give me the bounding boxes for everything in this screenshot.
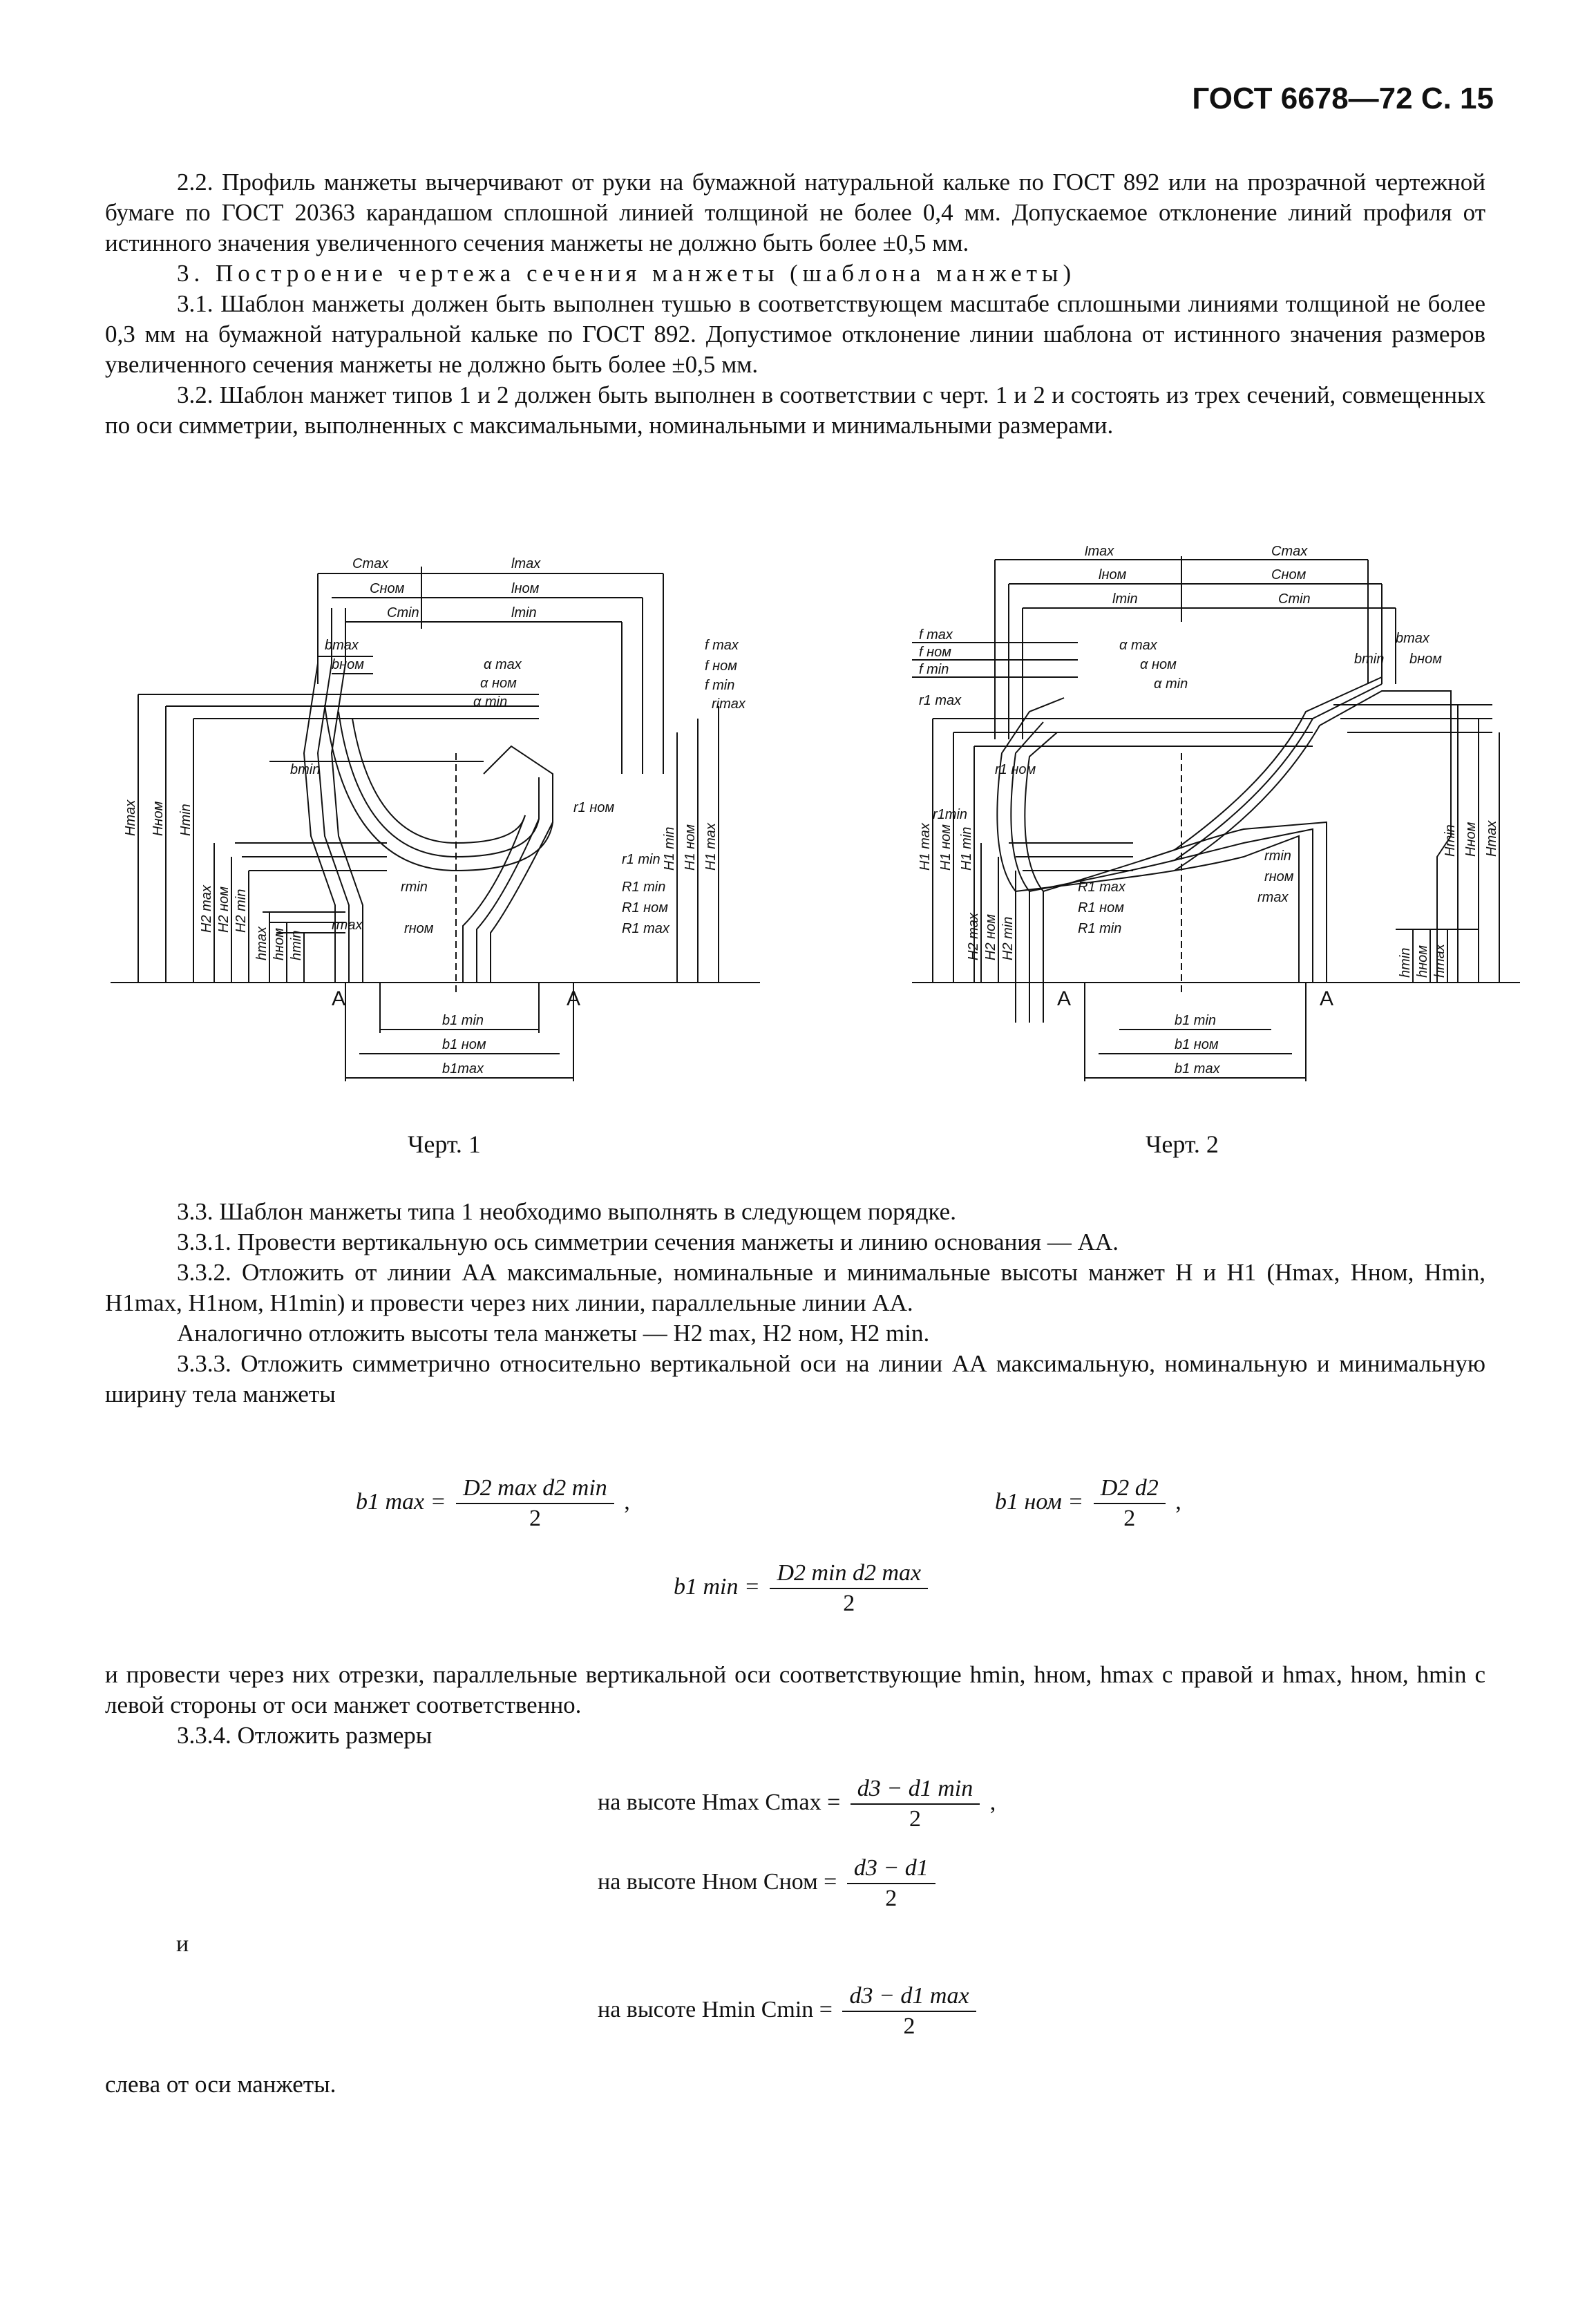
- svg-text:b1 ном: b1 ном: [442, 1037, 486, 1052]
- paragraph-3-3: 3.3. Шаблон манжеты типа 1 необходимо выполнять в следующем порядке.: [177, 1198, 956, 1225]
- svg-text:A: A: [332, 987, 346, 1010]
- svg-text:f min: f min: [919, 662, 949, 677]
- svg-text:H2 min: H2 min: [234, 889, 249, 933]
- svg-text:rmax: rmax: [332, 918, 363, 933]
- svg-text:hmin: hmin: [289, 930, 304, 960]
- svg-text:H2 max: H2 max: [199, 885, 214, 933]
- svg-text:rmin: rmin: [401, 880, 428, 895]
- svg-text:Cmin: Cmin: [1278, 591, 1311, 607]
- and-word: и: [176, 1931, 189, 1957]
- svg-text:Hmin: Hmin: [1443, 824, 1458, 857]
- svg-text:R1 min: R1 min: [1078, 921, 1122, 936]
- svg-text:f max: f max: [705, 638, 739, 653]
- formula-c-nom: на высоте Hном Cном = $\frac{d3 - d1}{2}$: [598, 1855, 940, 1912]
- svg-text:Cmax: Cmax: [352, 556, 389, 571]
- svg-text:rном: rном: [1264, 869, 1294, 884]
- figure-1-drawing: [97, 546, 774, 1099]
- upper-text: [105, 167, 1485, 441]
- svg-text:r1 min: r1 min: [622, 852, 661, 867]
- paragraph-3-3-3b: и провести через них отрезки, параллельные вертикальной оси соответствующие hmin, hном, hmax с правой и hmax, hном, hmin с левой стороны от оси манжет соответственно.: [105, 1661, 1485, 1718]
- svg-text:bmax: bmax: [1396, 631, 1429, 646]
- svg-text:H2 ном: H2 ном: [216, 886, 231, 933]
- svg-text:bmax: bmax: [325, 638, 359, 653]
- svg-text:A: A: [567, 987, 581, 1010]
- lower-text: [105, 1197, 1485, 1410]
- svg-text:H1 max: H1 max: [703, 823, 719, 871]
- section-3-heading: 3. Построение чертежа сечения манжеты (шаблона манжеты): [177, 260, 1076, 287]
- figure-1-caption: Черт. 1: [408, 1130, 481, 1158]
- svg-text:R1 min: R1 min: [622, 880, 666, 895]
- svg-text:f max: f max: [919, 627, 953, 643]
- svg-text:b1 min: b1 min: [442, 1013, 484, 1028]
- svg-text:b1 ном: b1 ном: [1175, 1037, 1219, 1052]
- svg-text:r1 ном: r1 ном: [995, 762, 1036, 777]
- svg-text:b1 min: b1 min: [1175, 1013, 1217, 1028]
- svg-text:f ном: f ном: [919, 645, 951, 660]
- svg-text:H1 min: H1 min: [662, 826, 677, 871]
- paragraph-3-3-3: 3.3.3. Отложить симметрично относительно вертикальной оси на линии АА максимальную, номинальную и минимальную ширину тела манжеты: [105, 1350, 1485, 1407]
- svg-text:R1 ном: R1 ном: [1078, 900, 1124, 916]
- paragraph-2-2: 2.2. Профиль манжеты вычерчивают от руки на бумажной натуральной кальке по ГОСТ 892 или на прозрачной чертежной бумаге по ГОСТ 20363 карандашом сплошной линией толщиной не более 0,4 мм. Допускаемое отклонение линий профиля от истинного значения увеличенного сечения манжеты не должно быть более ±0,5 мм.: [105, 169, 1485, 256]
- svg-text:f ном: f ном: [705, 658, 737, 674]
- svg-text:Cmin: Cmin: [387, 605, 419, 620]
- svg-text:Cmax: Cmax: [1271, 546, 1308, 559]
- formula-b1-nom: b1 ном = $\frac{D2 d2}{2}$ ,: [995, 1475, 1181, 1531]
- paragraph-3-3-1: 3.3.1. Провести вертикальную ось симметрии сечения манжеты и линию основания — АА.: [177, 1229, 1119, 1255]
- svg-text:H1 ном: H1 ном: [938, 824, 953, 871]
- svg-text:hmin: hmin: [1398, 947, 1413, 978]
- svg-text:lном: lном: [1099, 567, 1127, 582]
- svg-text:rimax: rimax: [712, 696, 745, 712]
- svg-text:bном: bном: [332, 657, 364, 672]
- svg-text:hmax: hmax: [1432, 944, 1447, 978]
- svg-text:bmin: bmin: [290, 762, 321, 777]
- svg-text:α ном: α ном: [480, 676, 517, 691]
- svg-text:R1 ном: R1 ном: [622, 900, 668, 916]
- paragraph-3-3-2b: Аналогично отложить высоты тела манжеты — H2 max, H2 ном, H2 min.: [177, 1320, 930, 1347]
- svg-text:H2 max: H2 max: [966, 913, 981, 960]
- svg-text:Hmin: Hmin: [178, 804, 193, 836]
- paragraph-final: слева от оси манжеты.: [105, 2071, 336, 2098]
- svg-text:lmax: lmax: [511, 556, 541, 571]
- svg-text:rmin: rmin: [1264, 848, 1291, 864]
- svg-text:Hном: Hном: [1463, 822, 1479, 857]
- svg-text:b1max: b1max: [442, 1061, 484, 1076]
- svg-text:Cном: Cном: [1271, 567, 1307, 582]
- svg-text:α min: α min: [1154, 676, 1188, 692]
- svg-text:A: A: [1320, 987, 1334, 1010]
- svg-text:bном: bном: [1409, 652, 1442, 667]
- svg-text:H1 max: H1 max: [918, 823, 933, 871]
- figure-2-drawing: [857, 546, 1534, 1112]
- svg-text:r1 max: r1 max: [919, 693, 962, 708]
- formula-c-min: на высоте Hmin Cmin = $\frac{d3 - d1 \max}{2}$: [598, 1983, 980, 2040]
- svg-text:α max: α max: [484, 657, 522, 672]
- svg-text:rном: rном: [404, 921, 434, 936]
- svg-text:A: A: [1057, 987, 1072, 1010]
- svg-text:f min: f min: [705, 678, 735, 693]
- svg-text:rmax: rmax: [1257, 890, 1289, 905]
- svg-text:bmin: bmin: [1354, 652, 1385, 667]
- formula-c-max: на высоте Hmax Cmax = $\frac{d3 - d1 \min}{2}$ ,: [598, 1776, 996, 1832]
- svg-text:r1 ном: r1 ном: [573, 800, 615, 815]
- formula-b1-max: b1 max = $\frac{\text{D2 max d2 min}}{2}$ ,: [356, 1475, 630, 1531]
- svg-text:hmax: hmax: [254, 927, 269, 960]
- svg-text:α min: α min: [473, 694, 508, 710]
- svg-text:r1min: r1min: [933, 807, 968, 822]
- svg-text:α ном: α ном: [1140, 657, 1177, 672]
- svg-text:α max: α max: [1119, 638, 1157, 653]
- svg-text:Hmax: Hmax: [123, 799, 138, 836]
- svg-text:H2 ном: H2 ном: [983, 914, 998, 960]
- formula-b1-min: b1 min = $\frac{\text{D2 min d2 max}}{2}$: [674, 1560, 932, 1617]
- paragraph-3-2: 3.2. Шаблон манжет типов 1 и 2 должен быть выполнен в соответствии с черт. 1 и 2 и состоять из трех сечений, совмещенных по оси симметрии, выполненных с максимальными, номинальными и минимальными размерами.: [105, 381, 1485, 439]
- paragraph-3-1: 3.1. Шаблон манжеты должен быть выполнен тушью в соответствующем масштабе сплошными линиями толщиной не более 0,3 мм на бумажной натуральной кальке по ГОСТ 892. Допустимое отклонение линии шаблона от истинного значения размеров увеличенного сечения манжеты не должно быть более ±0,5 мм.: [105, 290, 1485, 378]
- paragraph-3-3-2: 3.3.2. Отложить от линии АА максимальные, номинальные и минимальные высоты манжет H и H1 (Hmax, Hном, Hmin, H1max, H1ном, H1min) и провести через них линии, параллельные линии АА.: [105, 1259, 1485, 1316]
- figure-2-caption: Черт. 2: [1146, 1130, 1219, 1158]
- svg-text:lmin: lmin: [1112, 591, 1138, 607]
- svg-text:Hmax: Hmax: [1484, 820, 1499, 857]
- svg-text:b1 max: b1 max: [1175, 1061, 1220, 1076]
- lower-text-2: [105, 1660, 1485, 1751]
- svg-text:lmax: lmax: [1085, 546, 1114, 559]
- svg-text:Hном: Hном: [151, 801, 166, 836]
- svg-text:H1 ном: H1 ном: [683, 824, 698, 871]
- svg-text:hном: hном: [1415, 945, 1430, 978]
- svg-text:H2 min: H2 min: [1000, 916, 1016, 960]
- page-header: ГОСТ 6678—72 С. 15: [1192, 82, 1494, 115]
- svg-text:hном: hном: [272, 928, 287, 960]
- closing-text: [105, 2069, 1485, 2100]
- svg-text:lном: lном: [511, 581, 540, 596]
- svg-text:H1 min: H1 min: [959, 826, 974, 871]
- svg-text:R1 max: R1 max: [622, 921, 669, 936]
- paragraph-3-3-4: 3.3.4. Отложить размеры: [177, 1722, 433, 1749]
- svg-text:R1 max: R1 max: [1078, 880, 1125, 895]
- svg-text:Cном: Cном: [370, 581, 405, 596]
- svg-text:lmin: lmin: [511, 605, 537, 620]
